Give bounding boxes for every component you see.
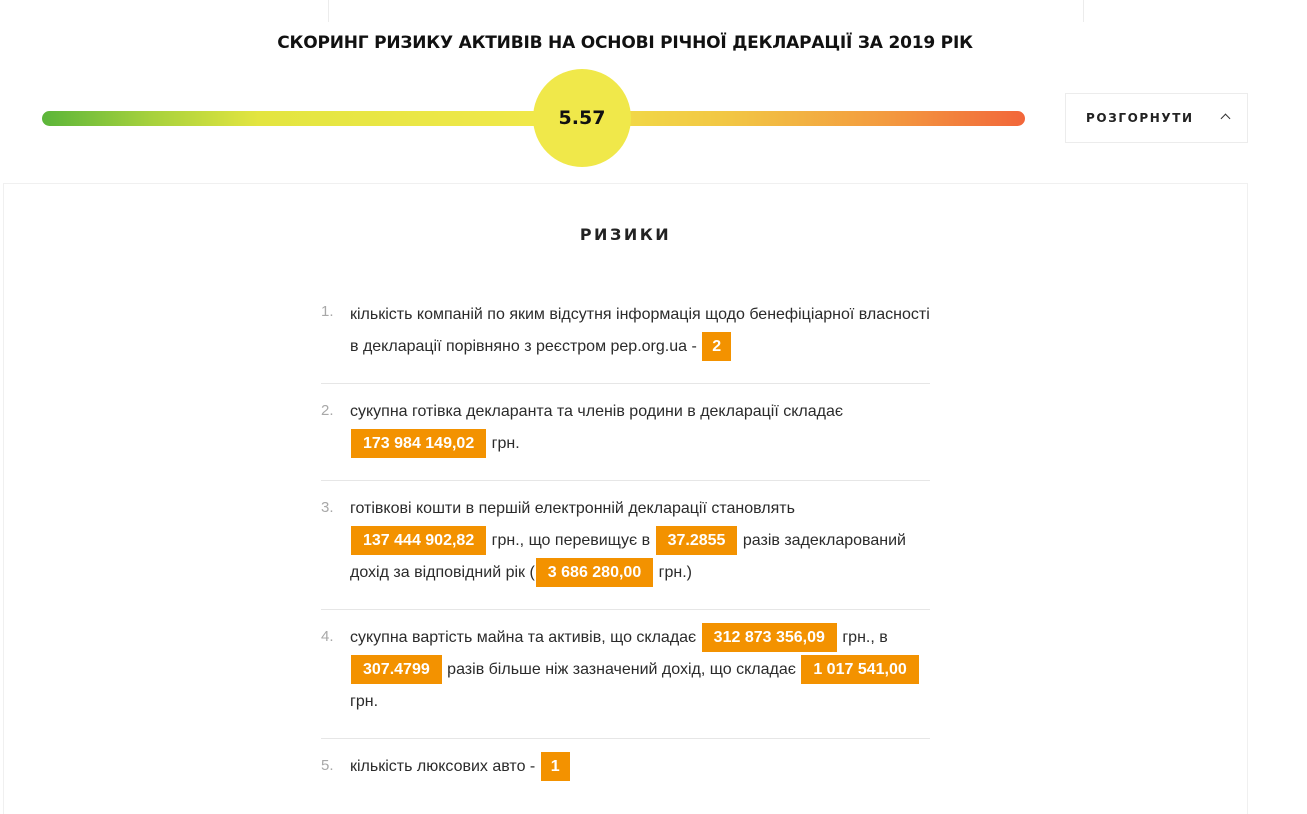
risk-item-text — [350, 622, 930, 718]
risk-list — [321, 297, 930, 799]
risk-item-label: разів задекларований дохід за відповідний рік ( — [350, 532, 906, 581]
risk-score-indicator — [533, 69, 631, 167]
risk-item-label: сукупна готівка декларанта та членів родини в декларації складає — [350, 403, 844, 420]
risk-item — [321, 481, 930, 610]
risk-item-label: готівкові кошти в першій електронній декларації становлять — [350, 500, 795, 517]
expand-button[interactable] — [1065, 93, 1248, 143]
risk-item — [321, 610, 930, 739]
risk-item-number: 4. — [321, 628, 334, 645]
risk-item-value: 137 444 902,82 — [351, 526, 486, 555]
risk-item-value: 2 — [702, 332, 731, 361]
risk-item-text — [350, 751, 930, 783]
risk-item-number: 2. — [321, 402, 334, 419]
risk-item — [321, 739, 930, 799]
risk-item-label: грн. — [487, 435, 520, 452]
risk-item-label: грн., що перевищує в — [487, 532, 655, 549]
top-divider-right — [1083, 0, 1084, 22]
chevron-up-icon — [1221, 114, 1231, 124]
risk-item-label: кількість люксових авто - — [350, 758, 540, 775]
risk-item-number: 1. — [321, 303, 334, 320]
risks-heading: РИЗИКИ — [579, 225, 672, 244]
risk-item-number: 3. — [321, 499, 334, 516]
risk-item-value: 37.2855 — [656, 526, 738, 555]
risk-score-value: 5.57 — [558, 107, 606, 129]
risk-item — [321, 384, 930, 481]
risk-item-value: 1 017 541,00 — [801, 655, 918, 684]
risk-item-value: 307.4799 — [351, 655, 442, 684]
risk-item-label: грн., в — [837, 629, 888, 646]
risk-item-label: грн.) — [654, 564, 693, 581]
risk-item-value: 312 873 356,09 — [702, 623, 837, 652]
score-title: СКОРИНГ РИЗИКУ АКТИВІВ НА ОСНОВІ РІЧНОЇ ДЕКЛАРАЦІЇ ЗА 2019 РІК — [277, 33, 973, 53]
top-divider-left — [328, 0, 329, 22]
risk-item-value: 173 984 149,02 — [351, 429, 486, 458]
risk-item-number: 5. — [321, 757, 334, 774]
risk-item-text — [350, 396, 930, 460]
risk-item-value: 3 686 280,00 — [536, 558, 653, 587]
risk-item-text — [350, 493, 930, 589]
risk-item-label: кількість компаній по яким відсутня інформація щодо бенефіціарної власності в декларації порівняно з реєстром pep.org.ua - — [350, 306, 930, 355]
risk-item-label: сукупна вартість майна та активів, що складає — [350, 629, 701, 646]
risks-panel — [3, 183, 1248, 814]
risk-item-label: разів більше ніж зазначений дохід, що складає — [442, 661, 801, 678]
risk-item — [321, 297, 930, 384]
risk-item-label: грн. — [350, 693, 379, 710]
risk-item-text — [350, 299, 930, 363]
expand-button-label: РОЗГОРНУТИ — [1086, 111, 1194, 125]
risk-item-value: 1 — [541, 752, 570, 781]
